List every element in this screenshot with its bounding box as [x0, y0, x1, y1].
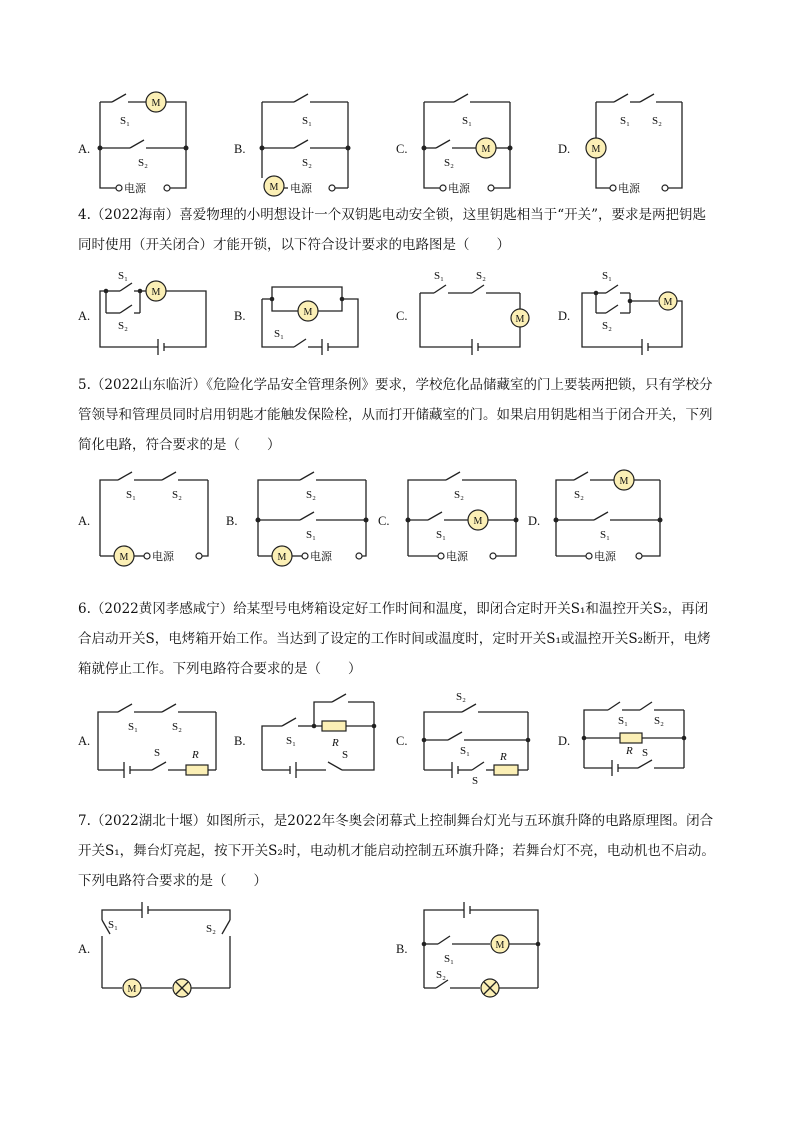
svg-text:S: S: [154, 747, 161, 759]
option-b-label: B.: [234, 734, 246, 748]
svg-text:S₂: S₂: [476, 270, 486, 282]
option-a-label: A.: [78, 142, 91, 156]
question-text: （2022海南）喜爱物理的小明想设计一个双钥匙电动安全锁，这里钥匙相当于“开关”，要求是两把钥匙同时使用（开关闭合）才能开锁，以下符合设计要求的电路图是（ ）: [78, 207, 707, 253]
circuit-diagram-q6-b: [256, 690, 386, 780]
svg-text:S₂: S₂: [444, 157, 454, 169]
svg-text:电源: 电源: [290, 182, 312, 195]
svg-text:S₁: S₁: [118, 270, 128, 282]
circuit-diagram-q7-b: [414, 898, 554, 998]
circuit-diagram-r1-c: [414, 90, 524, 200]
option-b-label: B.: [234, 309, 246, 323]
question-text: （2022黄冈孝感咸宁）给某型号电烤箱设定好工作时间和温度，即闭合定时开关S₁和温控开关S₂，再闭合启动开关S，电烤箱开始工作。当达到了设定的工作时间或温度时，定时开关S₁或温控开关S₂断开，电烤箱就停止工作。下列电路符合要求的是（ ）: [78, 601, 711, 677]
option-a-label: A.: [78, 309, 91, 323]
svg-text:R: R: [626, 745, 633, 757]
svg-text:S₁: S₁: [460, 745, 470, 757]
question-6: [78, 594, 718, 684]
resistor-icon: [494, 765, 518, 775]
svg-text:R: R: [332, 737, 339, 749]
svg-text:S₂: S₂: [436, 969, 446, 981]
svg-text:M: M: [481, 144, 491, 155]
circuit-diagram-r1-b: [252, 90, 362, 200]
svg-text:S₂: S₂: [206, 923, 216, 935]
svg-text:M: M: [277, 552, 287, 563]
option-a-label: A.: [78, 514, 91, 528]
svg-text:M: M: [473, 516, 483, 527]
svg-text:S: S: [642, 747, 649, 759]
circuit-diagram-q7-a: [92, 898, 242, 998]
svg-text:S₂: S₂: [172, 721, 182, 733]
svg-text:M: M: [151, 287, 161, 298]
svg-text:S₂: S₂: [574, 489, 584, 501]
circuit-diagram-q5-c: [400, 470, 525, 570]
svg-text:M: M: [127, 984, 137, 995]
svg-text:S₁: S₁: [436, 529, 446, 541]
option-d-label: D.: [558, 309, 571, 323]
svg-text:S₂: S₂: [302, 157, 312, 169]
circuit-diagram-r1-d: [576, 90, 686, 200]
question-5: [78, 370, 718, 460]
svg-text:S₂: S₂: [138, 157, 148, 169]
svg-text:S₂: S₂: [172, 489, 182, 501]
svg-text:S₁: S₁: [274, 328, 284, 340]
resistor-icon: [186, 765, 208, 775]
svg-text:S₁: S₁: [128, 721, 138, 733]
svg-text:S₂: S₂: [306, 489, 316, 501]
option-c-label: C.: [396, 734, 408, 748]
circuit-diagram-q6-c: [418, 688, 548, 787]
option-b-label: B.: [396, 942, 408, 956]
question-4: [78, 200, 718, 260]
svg-text:S₁: S₁: [120, 115, 130, 127]
svg-text:S: S: [342, 749, 349, 761]
question-number: 4.: [78, 207, 91, 223]
svg-text:电源: 电源: [152, 550, 174, 563]
svg-text:电源: 电源: [618, 182, 640, 195]
option-a-label: A.: [78, 942, 91, 956]
circuit-diagram-q6-d: [578, 698, 708, 780]
question-text: （2022山东临沂）《危险化学品安全管理条例》要求，学校危化品储藏室的门上要装两把锁，只有学校分管领导和管理员同时启用钥匙才能触发保险栓，从而打开储藏室的门。如果启用钥匙相当于闭合开关，下列简化电路，符合要求的是（ ）: [78, 377, 713, 453]
svg-text:M: M: [269, 182, 279, 193]
svg-text:电源: 电源: [124, 182, 146, 195]
svg-text:S₁: S₁: [126, 489, 136, 501]
svg-text:M: M: [119, 552, 129, 563]
svg-text:S: S: [472, 775, 479, 787]
svg-text:S₁: S₁: [434, 270, 444, 282]
svg-text:S₁: S₁: [600, 529, 610, 541]
option-c-label: C.: [396, 309, 408, 323]
circuit-diagram-q5-d: [548, 470, 673, 570]
question-number: 5.: [78, 377, 91, 393]
svg-text:M: M: [591, 144, 601, 155]
resistor-icon: [322, 721, 346, 731]
svg-text:电源: 电源: [446, 550, 468, 563]
svg-text:M: M: [619, 476, 629, 487]
svg-text:S₂: S₂: [118, 320, 128, 332]
option-b-label: B.: [226, 514, 238, 528]
svg-text:M: M: [515, 314, 525, 325]
question-text: （2022湖北十堰）如图所示，是2022年冬奥会闭幕式上控制舞台灯光与五环旗升降的电路原理图。闭合开关S₁，舞台灯亮起，按下开关S₂时，电动机才能启动控制五环旗升降；若舞台灯不亮，电动机也不启动。下列电路符合要求的是（ ）: [78, 813, 715, 889]
svg-text:R: R: [192, 749, 199, 761]
svg-text:电源: 电源: [594, 550, 616, 563]
option-c-label: C.: [396, 142, 408, 156]
option-a-label: A.: [78, 734, 91, 748]
svg-text:M: M: [303, 307, 313, 318]
svg-text:电源: 电源: [310, 550, 332, 563]
circuit-diagram-q5-a: [92, 470, 217, 570]
svg-text:M: M: [151, 98, 161, 109]
circuit-diagram-q4-d: [572, 265, 692, 360]
svg-text:电源: 电源: [448, 182, 470, 195]
option-d-label: D.: [558, 734, 571, 748]
svg-text:S₁: S₁: [306, 529, 316, 541]
svg-text:M: M: [495, 940, 505, 951]
svg-text:S₁: S₁: [444, 953, 454, 965]
circuit-diagram-q4-b: [252, 265, 372, 360]
option-d-label: D.: [558, 142, 571, 156]
svg-text:S₂: S₂: [454, 489, 464, 501]
question-7: [78, 806, 718, 896]
svg-text:S₁: S₁: [108, 919, 118, 931]
svg-text:S₁: S₁: [602, 270, 612, 282]
svg-text:S₂: S₂: [456, 691, 466, 703]
question-number: 7.: [78, 813, 91, 829]
option-c-label: C.: [378, 514, 390, 528]
svg-text:S₂: S₂: [652, 115, 662, 127]
circuit-diagram-q5-b: [250, 470, 375, 570]
svg-text:S₂: S₂: [654, 715, 664, 727]
question-number: 6.: [78, 601, 91, 617]
circuit-diagram-q6-a: [92, 700, 222, 780]
resistor-icon: [620, 733, 642, 743]
svg-text:R: R: [500, 751, 507, 763]
svg-text:S₂: S₂: [602, 320, 612, 332]
svg-text:M: M: [663, 297, 673, 308]
circuit-diagram-q4-c: [410, 265, 530, 360]
svg-text:S₁: S₁: [620, 115, 630, 127]
option-d-label: D.: [528, 514, 541, 528]
svg-text:S₁: S₁: [302, 115, 312, 127]
circuit-diagram-q4-a: [90, 265, 210, 360]
svg-text:S₁: S₁: [462, 115, 472, 127]
svg-text:S₁: S₁: [286, 735, 296, 747]
svg-text:S₁: S₁: [618, 715, 628, 727]
option-b-label: B.: [234, 142, 246, 156]
circuit-diagram-r1-a: [90, 90, 200, 200]
